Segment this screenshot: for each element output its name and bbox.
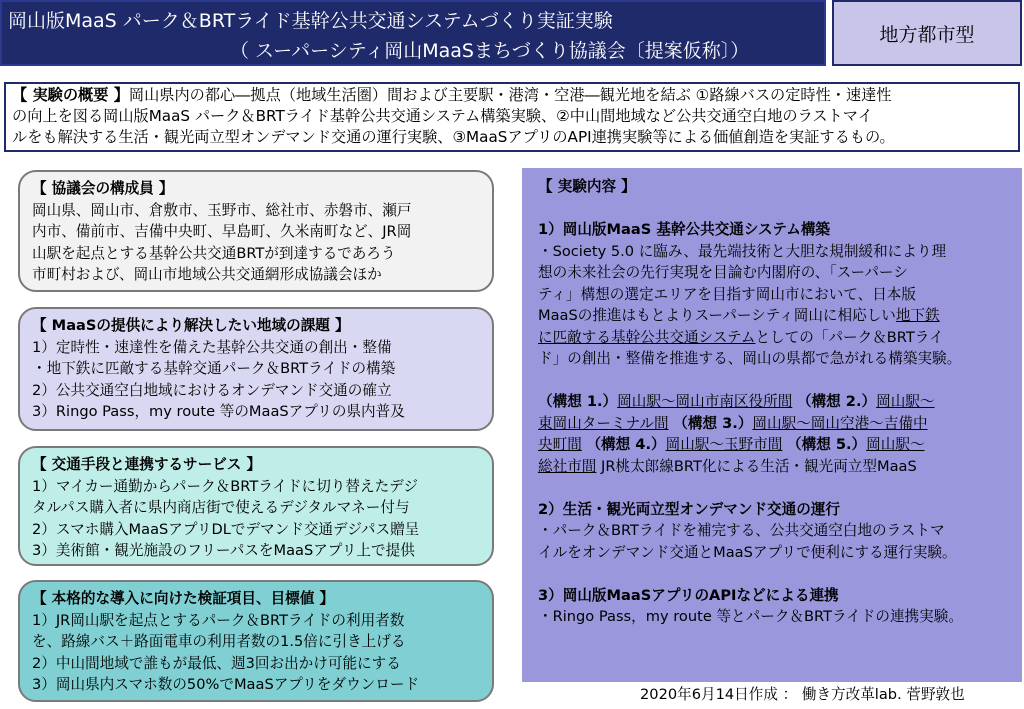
panel-line: 1）JR岡山駅を起点とするパーク＆BRTライドの利用者数 xyxy=(32,611,405,629)
panel-line: 3）Ringo Pass，my route 等のMaaSアプリの県内普及 xyxy=(32,403,405,420)
section-2-title: 2）生活・観光両立型オンデマンド交通の運行 xyxy=(538,500,841,518)
panel-line: 3）岡山県内スマホ数の50%でMaaSアプリをダウンロード xyxy=(32,676,420,693)
panel-line: 1）定時性・速達性を備えた基幹公共交通の創出・整備 xyxy=(32,338,392,356)
panel-line: 市町村および、岡山市地域公共交通網形成協議会ほか xyxy=(32,266,382,283)
concept-label: （構想 4.） xyxy=(586,436,666,453)
concept-route: 東岡山ターミナル間 xyxy=(538,414,669,432)
title-line-2: （ スーパーシティ岡山MaaSまちづくり協議会〔提案仮称〕） xyxy=(230,40,750,62)
issues-panel xyxy=(18,307,494,431)
concept-route: 岡山駅～岡山空港～吉備中 xyxy=(752,414,928,432)
panel-line: タルパス購入者に県内商店街で使えるデジタルマネー付与 xyxy=(32,499,410,516)
section-3-title: 3）岡山版MaaSアプリのAPIなどによる連携 xyxy=(538,586,839,604)
title-line-1: 岡山版MaaS パーク＆BRTライド基幹公共交通システムづくり実証実験 xyxy=(8,10,613,32)
concept-description: JR桃太郎線BRT化による生活・観光両立型MaaS xyxy=(601,457,917,475)
section-1-underlined: 地下鉄 xyxy=(895,307,940,324)
concept-route: 岡山駅～岡山市南区役所間 xyxy=(617,393,793,410)
concept-label: （構想 3.） xyxy=(673,414,753,432)
concept-label: （構想 1.） xyxy=(538,393,618,410)
panel-line: 2）公共交通空白地域におけるオンデマンド交通の確立 xyxy=(32,381,392,399)
panel-title: 【 交通手段と連携するサービス 】 xyxy=(32,456,262,473)
section-2-line: ・パーク＆BRTライドを補完する、公共交通空白地のラストマ xyxy=(538,522,945,539)
services-panel xyxy=(18,446,494,566)
section-1-line: ティ」構想の選定エリアを目指す岡山市において、日本版 xyxy=(538,285,916,303)
overview-heading: 【 実験の概要 】 xyxy=(12,86,129,104)
panel-title: 【 協議会の構成員 】 xyxy=(32,180,174,197)
overview-box xyxy=(4,82,1020,152)
concept-label: （構想 5.） xyxy=(787,436,867,453)
panel-line: 2）スマホ購入MaaSアプリDLでデマンド交通デジパス贈呈 xyxy=(32,520,420,538)
section-1-title: 1）岡山版MaaS 基幹公共交通システム構築 xyxy=(538,221,831,238)
overview-line: 岡山県内の都心―拠点（地域生活圏）間および主要駅・港湾・空港―観光地を結ぶ ①路線バスの定時性・速達性 xyxy=(128,86,892,104)
targets-panel xyxy=(18,580,494,702)
overview-line: の向上を図る岡山版MaaS パーク＆BRTライド基幹公共交通システム構築実験、②中山間地域など公共交通空白地のラストマイ xyxy=(12,107,873,125)
concept-label: （構想 2.） xyxy=(796,393,877,410)
panel-line: を、路線バス＋路面電車の利用者数の1.5倍に引き上げる xyxy=(32,633,406,650)
section-1-line: ド」の創出・整備を推進する、岡山の県都で急がれる構築実験。 xyxy=(538,350,962,367)
panel-title: 【 本格的な導入に向けた検証項目、目標値 】 xyxy=(32,590,335,607)
concept-route: 岡山駅～ xyxy=(876,393,935,410)
concept-route: 央町間 xyxy=(538,436,582,453)
overview-line: ルをも解決する生活・観光両立型オンデマンド交通の運行実験、③MaaSアプリのAPI連携実験等による価値創造を実証するもの。 xyxy=(12,128,895,146)
footer-credit: 2020年6月14日作成 ： 働き方改革lab. 菅野敦也 xyxy=(640,686,965,703)
section-1-line: 想の未来社会の先行実現を目論む内閣府の、「スーパーシ xyxy=(538,264,908,281)
section-2-line: イルをオンデマンド交通とMaaSアプリで便利にする運行実験。 xyxy=(538,543,957,561)
panel-title: 【 MaaSの提供により解決したい地域の課題 】 xyxy=(32,317,350,334)
members-panel xyxy=(18,170,494,292)
section-1-underlined: に匹敵する基幹公共交通システム xyxy=(538,328,756,346)
panel-line: 3）美術館・観光施設のフリーパスをMaaSアプリ上で提供 xyxy=(32,542,415,559)
panel-line: ・地下鉄に匹敵する基幹交通パーク＆BRTライドの構築 xyxy=(32,360,396,377)
section-3-line: ・Ringo Pass，my route 等とパーク＆BRTライドの連携実験。 xyxy=(538,608,963,625)
panel-line: 2）中山間地域で誰もが最低、週3回お出かけ可能にする xyxy=(32,654,401,672)
category-label: 地方都市型 xyxy=(832,0,1022,66)
section-1-line: ・Society 5.0 に臨み、最先端技術と大胆な規制緩和により理 xyxy=(538,242,947,260)
concept-route: 岡山駅～ xyxy=(866,436,925,453)
panel-line: 岡山県、岡山市、倉敷市、玉野市、総社市、赤磐市、瀬戸 xyxy=(32,201,412,219)
section-1-line: としての「パーク＆BRTライ xyxy=(755,328,944,346)
panel-line: 1）マイカー通勤からパーク＆BRTライドに切り替えたデジ xyxy=(32,477,419,495)
concept-route: 総社市間 xyxy=(538,457,597,475)
experiment-details-panel xyxy=(522,168,1022,682)
section-1-line: MaaSの推進はもとよりスーパーシティ岡山に相応しい xyxy=(538,307,896,324)
details-title: 【 実験内容 】 xyxy=(538,178,636,195)
concept-route: 岡山駅～玉野市間 xyxy=(665,436,783,453)
panel-line: 山駅を起点とする基幹公共交通BRTが到達するであろう xyxy=(32,244,396,262)
panel-line: 内市、備前市、吉備中央町、早島町、久米南町など、JR岡 xyxy=(32,223,412,240)
